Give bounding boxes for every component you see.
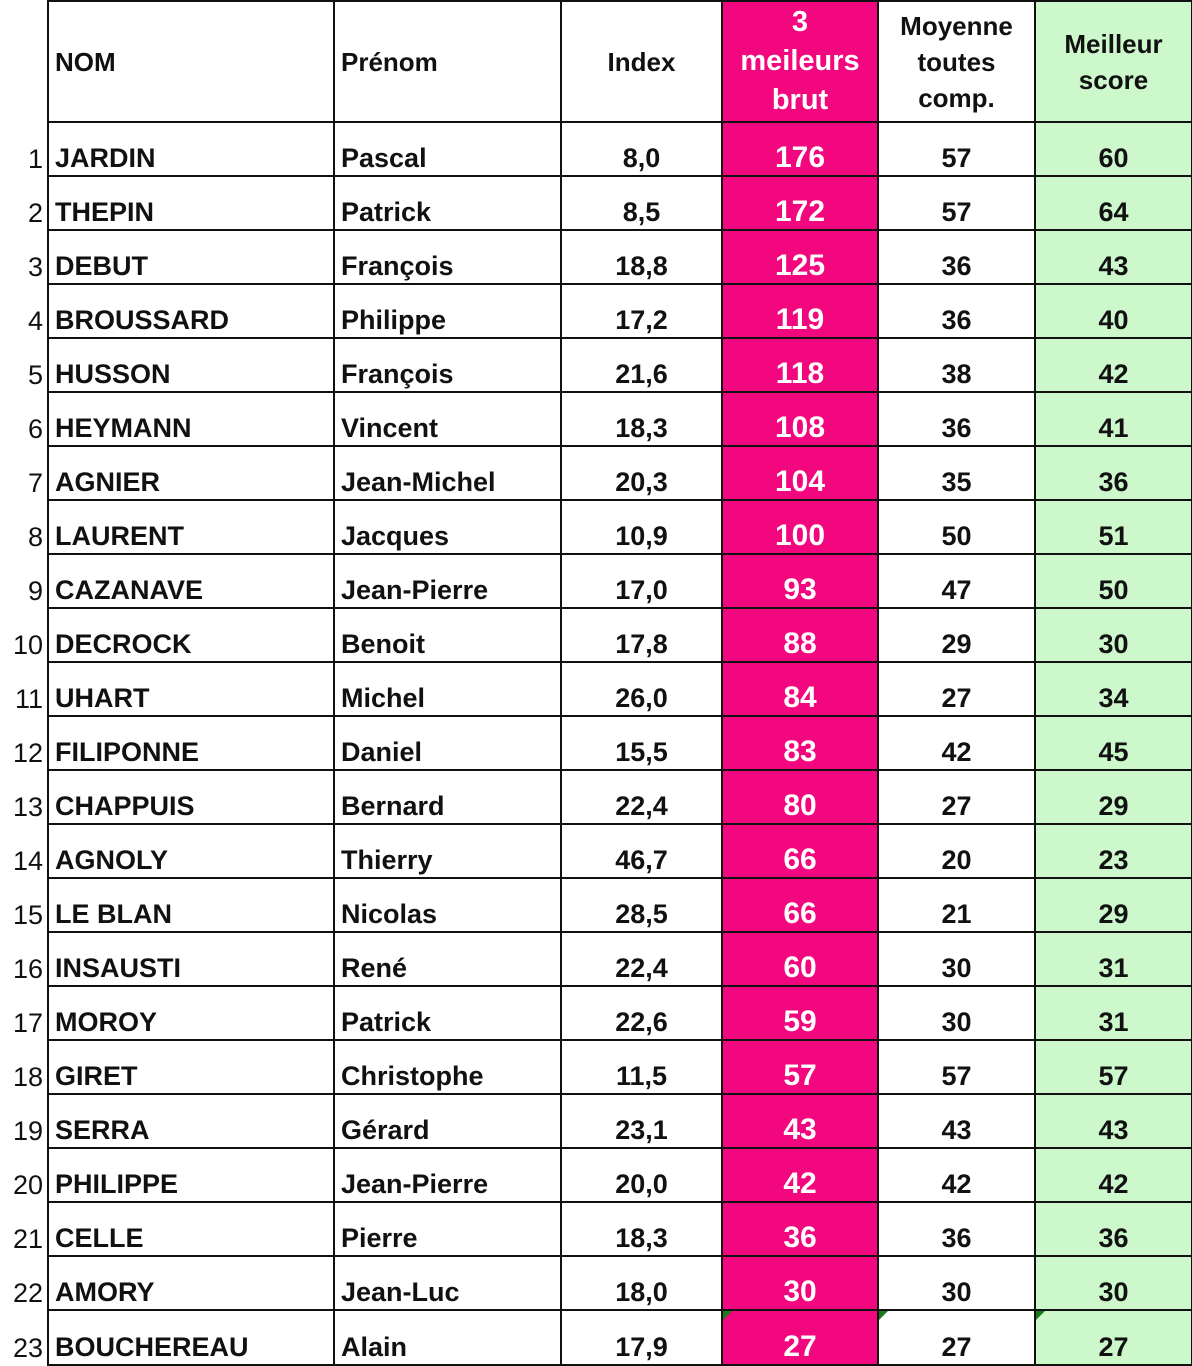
- cell-meilleur[interactable]: 41: [1035, 392, 1192, 446]
- header-moyenne[interactable]: [878, 1, 1035, 122]
- cell-prenom[interactable]: Christophe: [334, 1040, 561, 1094]
- cell-nom[interactable]: BROUSSARD: [48, 284, 334, 338]
- cell-index[interactable]: 18,0: [561, 1256, 722, 1310]
- cell-prenom[interactable]: Philippe: [334, 284, 561, 338]
- cell-nom[interactable]: UHART: [48, 662, 334, 716]
- cell-prenom[interactable]: Jean-Pierre: [334, 554, 561, 608]
- cell-moyenne[interactable]: 50: [878, 500, 1035, 554]
- table-row: [0, 284, 1192, 338]
- table-row: [0, 338, 1192, 392]
- cell-meilleur[interactable]: 64: [1035, 176, 1192, 230]
- cell-index[interactable]: 28,5: [561, 878, 722, 932]
- cell-moyenne[interactable]: 27: [878, 662, 1035, 716]
- cell-meilleur[interactable]: 43: [1035, 230, 1192, 284]
- cell-prenom[interactable]: François: [334, 230, 561, 284]
- table-row: [0, 608, 1192, 662]
- cell-nom[interactable]: THEPIN: [48, 176, 334, 230]
- cell-brut[interactable]: 59: [722, 986, 878, 1040]
- row-number: 4: [27, 306, 43, 336]
- cell-prenom[interactable]: Vincent: [334, 392, 561, 446]
- cell-moyenne[interactable]: 27: [878, 770, 1035, 824]
- cell-prenom[interactable]: Patrick: [334, 176, 561, 230]
- cell-meilleur[interactable]: 40: [1035, 284, 1192, 338]
- cell-nom[interactable]: JARDIN: [48, 122, 334, 176]
- table-row: [0, 932, 1192, 986]
- cell-meilleur[interactable]: 31: [1035, 932, 1192, 986]
- header-moyenne-line-1: Moyenne: [900, 10, 1013, 41]
- row-number: 16: [12, 954, 43, 984]
- cell-index[interactable]: 46,7: [561, 824, 722, 878]
- header-index[interactable]: Index: [561, 1, 722, 122]
- cell-brut[interactable]: 172: [722, 176, 878, 230]
- cell-brut[interactable]: 100: [722, 500, 878, 554]
- cell-nom[interactable]: CELLE: [48, 1202, 334, 1256]
- cell-moyenne[interactable]: 47: [878, 554, 1035, 608]
- table-row: [0, 716, 1192, 770]
- cell-nom[interactable]: LE BLAN: [48, 878, 334, 932]
- cell-brut[interactable]: 88: [722, 608, 878, 662]
- cell-prenom[interactable]: Jacques: [334, 500, 561, 554]
- header-meilleur-line-1: Meilleur: [1064, 28, 1163, 59]
- cell-moyenne[interactable]: 38: [878, 338, 1035, 392]
- cell-moyenne[interactable]: 36: [878, 1202, 1035, 1256]
- cell-meilleur[interactable]: 50: [1035, 554, 1192, 608]
- header-brut-line-1: 3: [791, 6, 809, 38]
- cell-index[interactable]: 22,4: [561, 770, 722, 824]
- cell-moyenne[interactable]: 42: [878, 716, 1035, 770]
- cell-moyenne[interactable]: 36: [878, 392, 1035, 446]
- cell-nom[interactable]: MOROY: [48, 986, 334, 1040]
- cell-meilleur[interactable]: 34: [1035, 662, 1192, 716]
- cell-meilleur[interactable]: 29: [1035, 770, 1192, 824]
- cell-index[interactable]: 17,8: [561, 608, 722, 662]
- cell-moyenne[interactable]: 36: [878, 284, 1035, 338]
- row-number: 23: [12, 1333, 43, 1363]
- row-number: 7: [27, 468, 43, 498]
- cell-prenom[interactable]: Benoit: [334, 608, 561, 662]
- cell-brut[interactable]: 30: [722, 1256, 878, 1310]
- cell-nom[interactable]: DECROCK: [48, 608, 334, 662]
- cell-nom[interactable]: BOUCHEREAU: [48, 1310, 334, 1365]
- cell-prenom[interactable]: René: [334, 932, 561, 986]
- cell-index[interactable]: 22,6: [561, 986, 722, 1040]
- cell-moyenne[interactable]: 27: [878, 1310, 1035, 1365]
- cell-brut[interactable]: 108: [722, 392, 878, 446]
- table-row: [0, 122, 1192, 176]
- cell-prenom[interactable]: Patrick: [334, 986, 561, 1040]
- cell-nom[interactable]: GIRET: [48, 1040, 334, 1094]
- cell-meilleur[interactable]: 36: [1035, 1202, 1192, 1256]
- cell-meilleur[interactable]: 42: [1035, 338, 1192, 392]
- cell-brut[interactable]: 43: [722, 1094, 878, 1148]
- cell-meilleur[interactable]: 29: [1035, 878, 1192, 932]
- cell-meilleur[interactable]: 36: [1035, 446, 1192, 500]
- table-body: [0, 122, 1192, 1365]
- row-number: 21: [12, 1224, 43, 1254]
- cell-index[interactable]: 20,3: [561, 446, 722, 500]
- row-number: 2: [27, 198, 43, 228]
- cell-index[interactable]: 20,0: [561, 1148, 722, 1202]
- cell-nom[interactable]: SERRA: [48, 1094, 334, 1148]
- header-brut-line-3: brut: [771, 84, 829, 116]
- cell-moyenne[interactable]: 20: [878, 824, 1035, 878]
- table-row: [0, 878, 1192, 932]
- cell-brut[interactable]: 42: [722, 1148, 878, 1202]
- table-row: [0, 554, 1192, 608]
- cell-nom[interactable]: CAZANAVE: [48, 554, 334, 608]
- cell-prenom[interactable]: François: [334, 338, 561, 392]
- cell-brut[interactable]: 27: [722, 1310, 878, 1365]
- header-moyenne-line-2: toutes: [917, 46, 996, 77]
- row-number: 6: [27, 414, 43, 444]
- cell-index[interactable]: 23,1: [561, 1094, 722, 1148]
- row-number: 11: [14, 684, 43, 714]
- row-number: 1: [27, 144, 43, 174]
- cell-nom[interactable]: AMORY: [48, 1256, 334, 1310]
- cell-brut[interactable]: 36: [722, 1202, 878, 1256]
- cell-index[interactable]: 26,0: [561, 662, 722, 716]
- header-meilleur[interactable]: [1035, 1, 1192, 122]
- row-number: 22: [12, 1278, 43, 1308]
- cell-index[interactable]: 8,5: [561, 176, 722, 230]
- cell-index[interactable]: 17,2: [561, 284, 722, 338]
- cell-meilleur[interactable]: 42: [1035, 1148, 1192, 1202]
- cell-moyenne[interactable]: 21: [878, 878, 1035, 932]
- table-row: [0, 1094, 1192, 1148]
- cell-meilleur[interactable]: 30: [1035, 1256, 1192, 1310]
- table-row: [0, 230, 1192, 284]
- cell-nom[interactable]: INSAUSTI: [48, 932, 334, 986]
- cell-index[interactable]: 18,8: [561, 230, 722, 284]
- cell-moyenne[interactable]: 42: [878, 1148, 1035, 1202]
- header-moyenne-line-3: comp.: [918, 82, 995, 113]
- cell-prenom[interactable]: Gérard: [334, 1094, 561, 1148]
- cell-index[interactable]: 18,3: [561, 1202, 722, 1256]
- row-number: 18: [12, 1062, 43, 1092]
- table-row: [0, 1202, 1192, 1256]
- table-row: [0, 1040, 1192, 1094]
- cell-nom[interactable]: CHAPPUIS: [48, 770, 334, 824]
- cell-brut[interactable]: 104: [722, 446, 878, 500]
- header-meilleur-line-2: score: [1078, 64, 1149, 95]
- header-nom[interactable]: NOM: [48, 1, 334, 122]
- cell-meilleur[interactable]: 27: [1035, 1310, 1192, 1365]
- cell-moyenne[interactable]: 30: [878, 932, 1035, 986]
- cell-moyenne[interactable]: 36: [878, 230, 1035, 284]
- row-number: 19: [12, 1116, 43, 1146]
- cell-moyenne[interactable]: 35: [878, 446, 1035, 500]
- table-row: [0, 770, 1192, 824]
- header-prenom[interactable]: Prénom: [334, 1, 561, 122]
- cell-meilleur[interactable]: 60: [1035, 122, 1192, 176]
- cell-index[interactable]: 15,5: [561, 716, 722, 770]
- cell-index[interactable]: 11,5: [561, 1040, 722, 1094]
- row-number: 15: [12, 900, 43, 930]
- cell-brut[interactable]: 119: [722, 284, 878, 338]
- header-brut-line-2: meileurs: [740, 45, 860, 77]
- cell-brut[interactable]: 84: [722, 662, 878, 716]
- cell-prenom[interactable]: Alain: [334, 1310, 561, 1365]
- cell-prenom[interactable]: Jean-Luc: [334, 1256, 561, 1310]
- cell-moyenne[interactable]: 30: [878, 1256, 1035, 1310]
- cell-brut[interactable]: 80: [722, 770, 878, 824]
- cell-prenom[interactable]: Bernard: [334, 770, 561, 824]
- row-number: 20: [12, 1170, 43, 1200]
- table-row: [0, 824, 1192, 878]
- cell-prenom[interactable]: Daniel: [334, 716, 561, 770]
- cell-moyenne[interactable]: 57: [878, 1040, 1035, 1094]
- table-row: [0, 986, 1192, 1040]
- cell-nom[interactable]: AGNOLY: [48, 824, 334, 878]
- table-row: [0, 392, 1192, 446]
- header-row: [0, 1, 1192, 122]
- cell-index[interactable]: 18,3: [561, 392, 722, 446]
- cell-nom[interactable]: DEBUT: [48, 230, 334, 284]
- cell-brut[interactable]: 176: [722, 122, 878, 176]
- cell-brut[interactable]: 57: [722, 1040, 878, 1094]
- cell-prenom[interactable]: Jean-Michel: [334, 446, 561, 500]
- cell-meilleur[interactable]: 43: [1035, 1094, 1192, 1148]
- cell-moyenne[interactable]: 57: [878, 122, 1035, 176]
- cell-prenom[interactable]: Jean-Pierre: [334, 1148, 561, 1202]
- cell-nom[interactable]: FILIPONNE: [48, 716, 334, 770]
- table-row: [0, 1148, 1192, 1202]
- cell-nom[interactable]: HEYMANN: [48, 392, 334, 446]
- cell-brut[interactable]: 66: [722, 824, 878, 878]
- table-row: [0, 662, 1192, 716]
- cell-nom[interactable]: HUSSON: [48, 338, 334, 392]
- table-row: [0, 1310, 1192, 1365]
- cell-brut[interactable]: 60: [722, 932, 878, 986]
- row-number: 10: [12, 630, 43, 660]
- cell-brut[interactable]: 118: [722, 338, 878, 392]
- row-number: 12: [12, 738, 43, 768]
- row-number: 17: [12, 1008, 43, 1038]
- cell-brut[interactable]: 66: [722, 878, 878, 932]
- cell-brut[interactable]: 93: [722, 554, 878, 608]
- cell-index[interactable]: 17,9: [561, 1310, 722, 1365]
- cell-nom[interactable]: AGNIER: [48, 446, 334, 500]
- cell-nom[interactable]: PHILIPPE: [48, 1148, 334, 1202]
- row-number: 3: [27, 252, 43, 282]
- cell-prenom[interactable]: Pascal: [334, 122, 561, 176]
- cell-meilleur[interactable]: 31: [1035, 986, 1192, 1040]
- cell-index[interactable]: 8,0: [561, 122, 722, 176]
- row-number: 14: [12, 846, 43, 876]
- cell-prenom[interactable]: Pierre: [334, 1202, 561, 1256]
- cell-index[interactable]: 17,0: [561, 554, 722, 608]
- cell-meilleur[interactable]: 57: [1035, 1040, 1192, 1094]
- cell-index[interactable]: 21,6: [561, 338, 722, 392]
- cell-index[interactable]: 10,9: [561, 500, 722, 554]
- cell-moyenne[interactable]: 29: [878, 608, 1035, 662]
- cell-moyenne[interactable]: 43: [878, 1094, 1035, 1148]
- cell-prenom[interactable]: Thierry: [334, 824, 561, 878]
- cell-nom[interactable]: LAURENT: [48, 500, 334, 554]
- row-number: 13: [12, 792, 43, 822]
- cell-meilleur[interactable]: 51: [1035, 500, 1192, 554]
- row-number: 9: [27, 576, 43, 606]
- cell-moyenne[interactable]: 57: [878, 176, 1035, 230]
- table-row: [0, 446, 1192, 500]
- header-brut[interactable]: [722, 1, 878, 122]
- cell-meilleur[interactable]: 23: [1035, 824, 1192, 878]
- cell-prenom[interactable]: Michel: [334, 662, 561, 716]
- cell-brut[interactable]: 125: [722, 230, 878, 284]
- table-row: [0, 1256, 1192, 1310]
- cell-meilleur[interactable]: 30: [1035, 608, 1192, 662]
- row-number: 8: [27, 522, 43, 552]
- table-row: [0, 176, 1192, 230]
- row-number: 5: [27, 360, 43, 390]
- cell-prenom[interactable]: Nicolas: [334, 878, 561, 932]
- cell-brut[interactable]: 83: [722, 716, 878, 770]
- cell-moyenne[interactable]: 30: [878, 986, 1035, 1040]
- cell-meilleur[interactable]: 45: [1035, 716, 1192, 770]
- row-number-header: [0, 1, 48, 122]
- table-row: [0, 500, 1192, 554]
- cell-index[interactable]: 22,4: [561, 932, 722, 986]
